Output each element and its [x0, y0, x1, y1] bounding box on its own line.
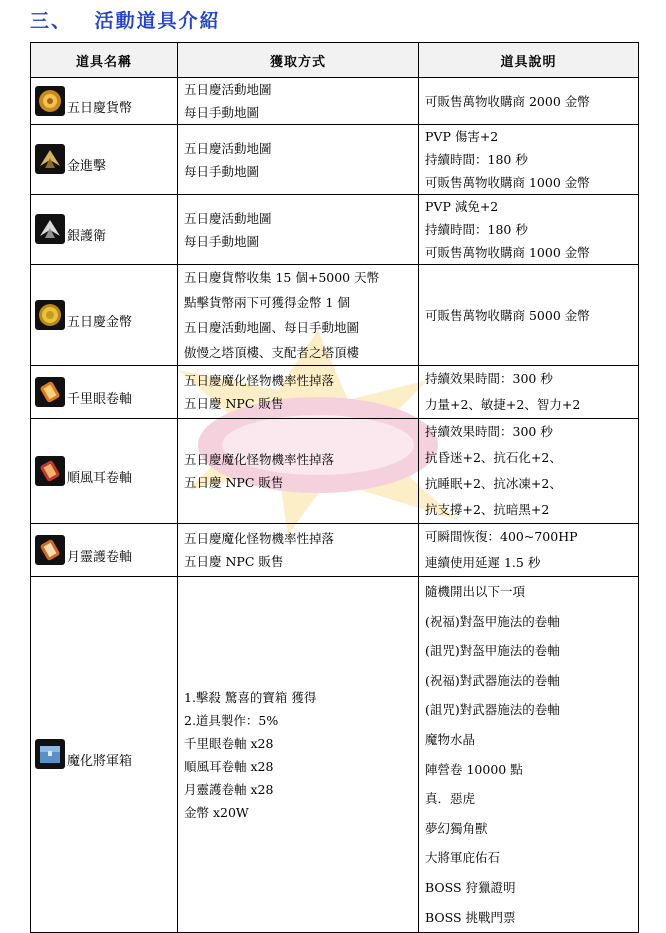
acquire-line: 1.擊殺 驚喜的寶箱 獲得: [184, 689, 317, 705]
header-acquire: 獲取方式: [178, 43, 419, 78]
acquire-cell: [178, 419, 419, 524]
description-line: 抗支撐+2、抗暗黑+2: [425, 502, 550, 517]
acquire-line: 五日慶 NPC 販售: [184, 554, 284, 569]
item-table: [30, 42, 639, 933]
table-row: [31, 78, 639, 125]
acquire-line: 五日慶貨幣收集 15 個+5000 天幣: [184, 270, 380, 285]
description-line: 可販售萬物收購商 2000 金幣: [425, 93, 590, 109]
description-cell: [419, 265, 639, 366]
acquire-line: 2.道具製作：5%: [184, 712, 279, 728]
item-name-cell: [31, 78, 178, 125]
description-line: 可販售萬物收購商 5000 金幣: [425, 307, 590, 323]
item-name-cell: [31, 419, 178, 524]
description-line: 真．惡虎: [425, 791, 476, 807]
acquire-line: 五日慶活動地圖: [184, 140, 272, 156]
item-name: 千里眼卷軸: [67, 391, 133, 407]
table-row: [31, 366, 639, 419]
acquire-line: 月靈護卷軸 x28: [184, 781, 274, 797]
description-line: 可瞬間恢復：400~700HP: [425, 529, 578, 544]
acquire-line: 每日手動地圖: [184, 163, 260, 179]
section-title: 活動道具介紹: [94, 10, 221, 32]
description-line: 隨機開出以下一項: [425, 584, 526, 599]
gold-coin-icon: [35, 86, 65, 116]
table-row: [31, 419, 639, 524]
acquire-line: 五日慶魔化怪物機率性掉落: [184, 452, 335, 467]
acquire-cell: [178, 195, 419, 265]
description-line: 夢幻獨角獸: [425, 820, 488, 836]
table-row: [31, 195, 639, 265]
description-line: (祝福)對盔甲施法的卷軸: [425, 613, 560, 629]
description-line: PVP 傷害+2: [425, 129, 499, 144]
section-number: 三、: [30, 10, 73, 32]
acquire-line: 五日慶 NPC 販售: [184, 475, 284, 490]
item-name-cell: [31, 125, 178, 195]
scroll-icon: [35, 377, 65, 407]
gold-medal-icon: [35, 300, 65, 330]
description-line: (詛咒)對盔甲施法的卷軸: [425, 643, 560, 659]
item-name-cell: [31, 195, 178, 265]
acquire-line: 金幣 x20W: [184, 804, 249, 820]
acquire-line: 千里眼卷軸 x28: [184, 735, 274, 751]
description-line: 持續時間：180 秒: [425, 222, 528, 237]
header-item-name: 道具名稱: [31, 43, 178, 78]
acquire-cell: [178, 524, 419, 577]
acquire-line: 五日慶活動地圖: [184, 82, 272, 97]
item-name: 銀護衛: [67, 229, 107, 244]
description-cell: [419, 195, 639, 265]
acquire-line: 五日慶活動地圖: [184, 210, 272, 226]
item-name: 魔化將軍箱: [67, 754, 133, 770]
item-name-cell: [31, 577, 178, 933]
description-cell: [419, 366, 639, 419]
item-name: 金進擊: [67, 159, 107, 174]
item-name: 月靈護卷軸: [67, 549, 133, 565]
description-line: BOSS 挑戰門票: [425, 909, 516, 925]
description-line: 魔物水晶: [425, 731, 476, 747]
item-name-cell: [31, 265, 178, 366]
description-cell: [419, 125, 639, 195]
acquire-line: 五日慶 NPC 販售: [184, 396, 284, 411]
acquire-line: 順風耳卷軸 x28: [184, 758, 274, 774]
description-line: BOSS 狩獵證明: [425, 879, 516, 895]
description-line: (祝福)對武器施法的卷軸: [425, 672, 560, 688]
description-line: 可販售萬物收購商 1000 金幣: [425, 245, 590, 260]
description-line: 持續效果時間：300 秒: [425, 371, 553, 386]
acquire-cell: [178, 577, 419, 933]
silver-wing-icon: [35, 214, 65, 244]
acquire-cell: [178, 366, 419, 419]
description-cell: [419, 577, 639, 933]
scroll-moon-icon: [35, 535, 65, 565]
item-name-cell: [31, 366, 178, 419]
header-description: 道具說明: [419, 43, 639, 78]
acquire-line: 五日慶活動地圖、每日手動地圖: [184, 320, 360, 335]
acquire-line: 五日慶魔化怪物機率性掉落: [184, 373, 335, 388]
description-line: (詛咒)對武器施法的卷軸: [425, 702, 560, 718]
description-line: PVP 減免+2: [425, 199, 499, 214]
description-line: 持續效果時間：300 秒: [425, 424, 553, 439]
table-row: [31, 577, 639, 933]
description-line: 抗昏迷+2、抗石化+2、: [425, 450, 562, 465]
item-name-cell: [31, 524, 178, 577]
table-row: [31, 125, 639, 195]
item-name: 順風耳卷軸: [67, 470, 133, 486]
description-cell: [419, 78, 639, 125]
description-line: 可販售萬物收購商 1000 金幣: [425, 175, 590, 190]
scroll-red-icon: [35, 456, 65, 486]
description-cell: [419, 524, 639, 577]
acquire-cell: [178, 78, 419, 125]
description-line: 陣營卷 10000 點: [425, 761, 523, 777]
description-cell: [419, 419, 639, 524]
section-heading: [30, 6, 221, 33]
description-line: 持續時間：180 秒: [425, 152, 528, 167]
gold-wing-icon: [35, 144, 65, 174]
item-name: 五日慶金幣: [67, 314, 133, 330]
acquire-line: 五日慶魔化怪物機率性掉落: [184, 531, 335, 546]
acquire-line: 每日手動地圖: [184, 105, 260, 120]
acquire-cell: [178, 125, 419, 195]
description-line: 力量+2、敏捷+2、智力+2: [425, 397, 581, 412]
acquire-cell: [178, 265, 419, 366]
acquire-line: 每日手動地圖: [184, 233, 260, 249]
description-line: 大將軍庇佑石: [425, 850, 501, 866]
acquire-line: 傲慢之塔頂樓、支配者之塔頂樓: [184, 345, 360, 360]
acquire-line: 點擊貨幣兩下可獲得金幣 1 個: [184, 295, 350, 310]
table-row: [31, 265, 639, 366]
table-header-row: [31, 43, 639, 78]
item-name: 五日慶貨幣: [67, 100, 133, 116]
description-line: 連續使用延遲 1.5 秒: [425, 555, 541, 570]
table-row: [31, 524, 639, 577]
description-line: 抗睡眠+2、抗冰凍+2、: [425, 476, 562, 491]
treasure-box-icon: [35, 739, 65, 769]
